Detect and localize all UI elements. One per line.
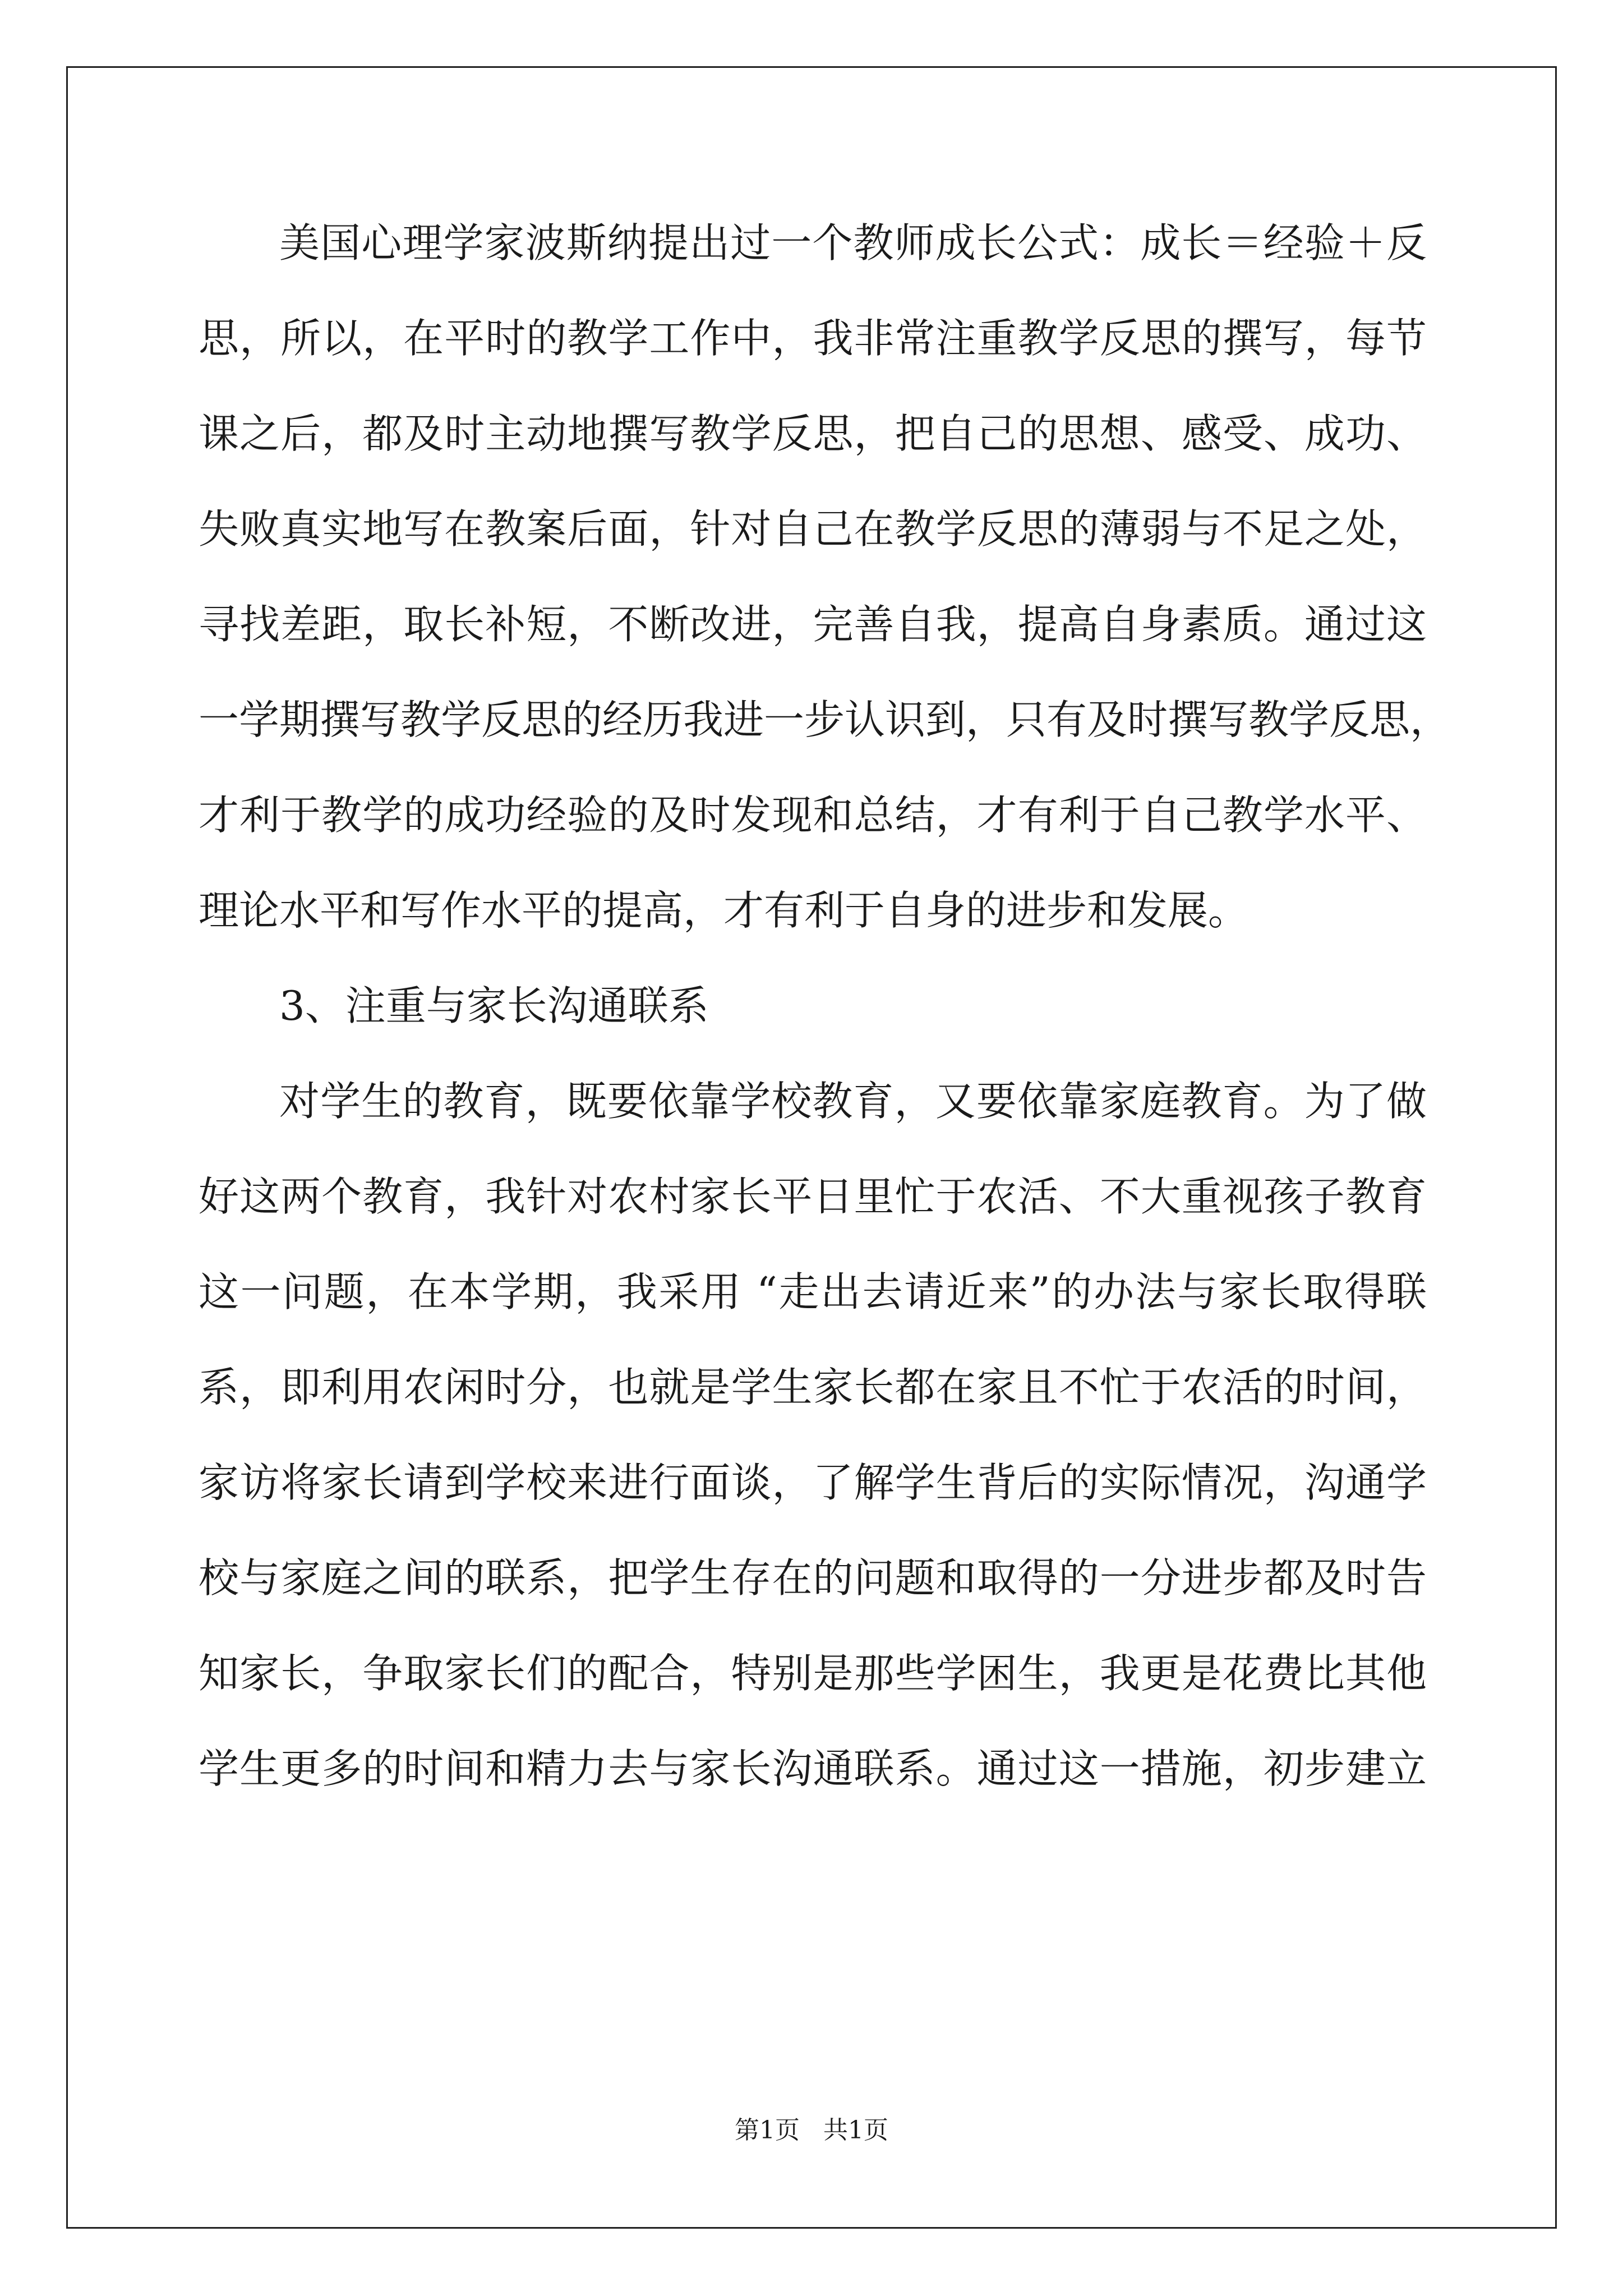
paragraph-2-line-3: 这一问题，在本学期，我采用 “走出去请近来”的办法与家长取得联 (199, 1268, 1427, 1315)
paragraph-1-line-7: 才利于教学的成功经验的及时发现和总结，才有利于自己教学水平、 (199, 792, 1427, 839)
paragraph-1-line-3: 课之后，都及时主动地撰写教学反思，把自己的思想、感受、成功、 (199, 410, 1427, 457)
section-heading: 3、注重与家长沟通联系 (279, 982, 709, 1029)
paragraph-2-line-1: 对学生的教育，既要依靠学校教育，又要依靠家庭教育。为了做 (279, 1078, 1427, 1125)
paragraph-2-line-2: 好这两个教育，我针对农村家长平日里忙于农活、不大重视孩子教育 (199, 1173, 1427, 1220)
page-border (66, 66, 1557, 2229)
paragraph-2-line-6: 校与家庭之间的联系，把学生存在的问题和取得的一分进步都及时告 (199, 1554, 1427, 1602)
paragraph-1-line-5: 寻找差距，取长补短，不断改进，完善自我，提高自身素质。通过这 (199, 601, 1427, 648)
paragraph-1-line-2: 思，所以，在平时的教学工作中，我非常注重教学反思的撰写，每节 (199, 315, 1427, 362)
paragraph-2-line-4: 系，即利用农闲时分，也就是学生家长都在家且不忙于农活的时间， (199, 1364, 1427, 1411)
paragraph-1-line-6: 一学期撰写教学反思的经历我进一步认识到，只有及时撰写教学反思， (199, 696, 1451, 743)
paragraph-1-line-8: 理论水平和写作水平的提高，才有利于自身的进步和发展。 (199, 887, 1249, 934)
page-number-footer: 第1页 共1页 (735, 2116, 888, 2145)
paragraph-2-line-7: 知家长，争取家长们的配合，特别是那些学困生，我更是花费比其他 (199, 1650, 1427, 1697)
paragraph-2-line-8: 学生更多的时间和精力去与家长沟通联系。通过这一措施，初步建立 (199, 1745, 1427, 1792)
paragraph-1-line-1: 美国心理学家波斯纳提出过一个教师成长公式：成长＝经验＋反 (279, 219, 1427, 266)
paragraph-2-line-5: 家访将家长请到学校来进行面谈，了解学生背后的实际情况，沟通学 (199, 1459, 1427, 1506)
paragraph-1-line-4: 失败真实地写在教案后面，针对自己在教学反思的薄弱与不足之处， (199, 505, 1427, 553)
